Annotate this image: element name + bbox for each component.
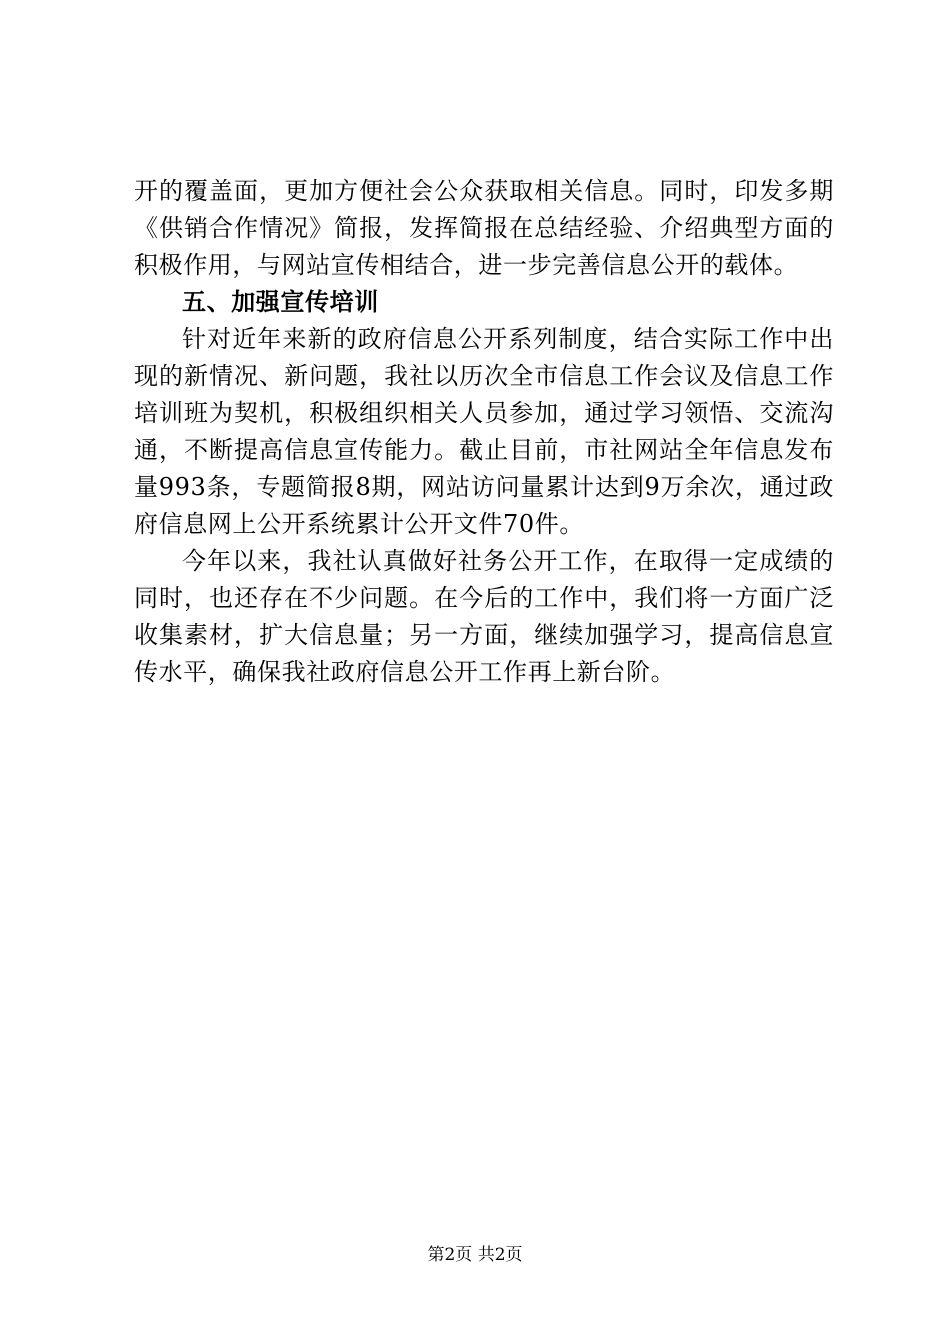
document-body [134,173,834,691]
paragraph-continuation: 开的覆盖面，更加方便社会公众获取相关信息。同时，印发多期《供销合作情况》简报，发挥简报在总结经验、介绍典型方面的积极作用，与网站宣传相结合，进一步完善信息公开的载体。 [134,177,834,279]
paragraph-training: 针对近年来新的政府信息公开系列制度，结合实际工作中出现的新情况、新问题，我社以历次全市信息工作会议及信息工作培训班为契机，积极组织相关人员参加，通过学习领悟、交流沟通，不断提高信息宣传能力。截止目前，市社网站全年信息发布量993条，专题简报8期，网站访问量累计达到9万余次，通过政府信息网上公开系统累计公开文件70件。 [134,325,834,538]
paragraph-summary: 今年以来，我社认真做好社务公开工作，在取得一定成绩的同时，也还存在不少问题。在今后的工作中，我们将一方面广泛收集素材，扩大信息量；另一方面，继续加强学习，提高信息宣传水平，确保我社政府信息公开工作再上新台阶。 [134,547,834,686]
section-heading: 五、加强宣传培训 [182,288,379,316]
page-footer: 第2页 共2页 [427,1245,523,1265]
